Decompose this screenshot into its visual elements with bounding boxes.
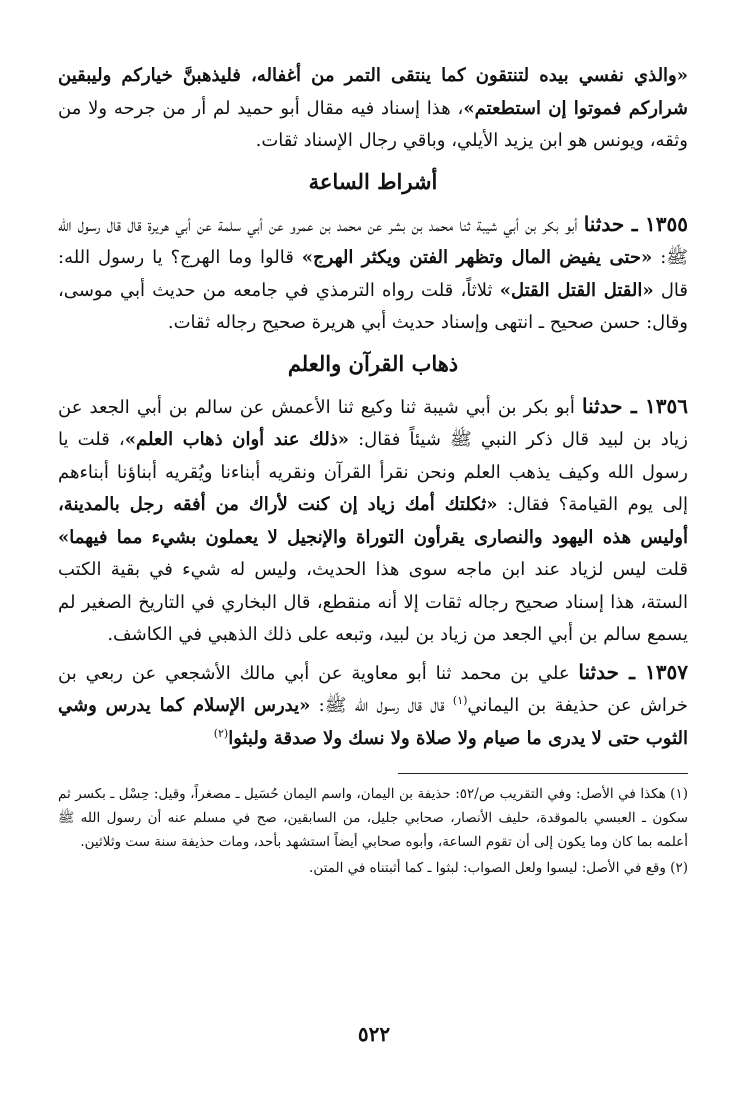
hadith-text: أبو بكر بن أبي شيبة ثنا وكيع ثنا الأعمش عن سالم بن أبي الجعد عن زياد بن لبيد قال ذكر النبي ﷺ شيئاً فقال:	[58, 396, 688, 450]
hadith-text: قالوا وما الهرج؟ يا رسول الله: قال	[58, 247, 688, 301]
hadith-text: قلت ليس لزياد عند ابن ماجه سوى هذا الحديث، وليس له شيء في بقية الكتب الستة، هذا إسناد صحيح رجاله ثقات إلا أنه منقطع، قال البخاري في التاريخ الصغير لم يسمع سالم بن أبي الجعد من زياد بن لبيد، وتبعه على ذلك الذهبي في الكاشف.	[58, 559, 688, 645]
intro-text: ، هذا إسناد فيه مقال أبو حميد لم أر من جرحه ولا من وثقه، ويونس هو ابن يزيد الأيلي، وباقي رجال الإسناد ثقات.	[58, 97, 688, 151]
hadith-text: أبو بكر بن أبي شيبة ثنا محمد بن بشر عن محمد بن عمرو عن أبي سلمة عن أبي هريرة قال قال رسول الله ﷺ:	[58, 214, 689, 268]
hadith-quote: «القتل القتل القتل»	[499, 279, 654, 301]
footnote-1: (١) هكذا في الأصل: وفي التقريب ص/٥٢: حذيفة بن اليمان، واسم اليمان حُسَيل ـ مصغراً، وقيل: حِسْل ـ بكسر ثم سكون ـ العبسي بالموقدة، حليف الأنصار، صحابي جليل، من السابقين، صح في مسلم عنه أن رسول الله ﷺ أعلمه بما كان وما يكون إلى أن تقوم الساعة، وأبوه صحابي أيضاً استشهد بأحد، ومات حذيفة سنة ست وثلاثين.	[58, 786, 689, 850]
section-heading-quran-knowledge: ذهاب القرآن والعلم	[287, 350, 459, 376]
intro-paragraph	[58, 60, 688, 158]
section-heading-signs-of-hour: أشراط الساعة	[308, 168, 438, 194]
hadith-1355	[58, 208, 688, 340]
hadith-number: ١٣٥٧ ـ حدثنا	[578, 659, 688, 684]
intro-quote: «والذي نفسي بيده لتنتقون كما ينتقى التمر من أغفاله، فليذهبنَّ خياركم وليبقين شراركم فموتوا إن استطعتم»	[58, 65, 688, 119]
footnote-ref: (١)	[452, 694, 468, 707]
footnote-2: (٢) وقع في الأصل: ليسوا ولعل الصواب: لبثوا ـ كما أثبتناه في المتن.	[309, 860, 688, 876]
hadith-quote: «يدرس الإسلام كما يدرس وشي الثوب حتى لا يدرى ما صيام ولا صلاة ولا نسك ولا صدقة ولبثوا	[58, 695, 688, 749]
hadith-number: ١٣٥٥ ـ حدثنا	[583, 211, 689, 236]
hadith-1356	[58, 390, 688, 652]
page-number: ٥٢٢	[357, 1022, 391, 1046]
hadith-number: ١٣٥٦ ـ حدثنا	[581, 393, 688, 418]
footnote-separator	[398, 773, 688, 774]
hadith-text: قال قال رسول الله ﷺ:	[310, 695, 453, 716]
hadith-text: ، قلت يا رسول الله وكيف يذهب العلم ونحن نقرأ القرآن ونقريه أبناءنا ويُقريه أبناؤنا أبناءهم إلى يوم القيامة؟ فقال:	[58, 429, 688, 515]
footnote-ref: (٢)	[213, 726, 229, 740]
hadith-1357	[58, 656, 688, 756]
hadith-quote: «ثكلتك أمك زياد إن كنت لأراك من أفقه رجل بالمدينة، أوليس هذه اليهود والنصارى يقرأون التوراة والإنجيل لا يعملون بشيء مما فيهما»	[58, 494, 688, 548]
hadith-quote: «حتى يفيض المال وتظهر الفتن ويكثر الهرج»	[301, 247, 653, 268]
hadith-text: ثلاثاً، قلت رواه الترمذي في جامعه من حديث أبي موسى، وقال: حسن صحيح ـ انتهى وإسناد حديث أبي هريرة صحيح رجاله ثقات.	[58, 279, 688, 333]
hadith-text: علي بن محمد ثنا أبو معاوية عن أبي مالك الأشجعي عن ربعي بن خراش عن حذيفة بن اليماني	[58, 662, 688, 716]
hadith-quote: «ذلك عند أوان ذهاب العلم»	[124, 429, 349, 450]
